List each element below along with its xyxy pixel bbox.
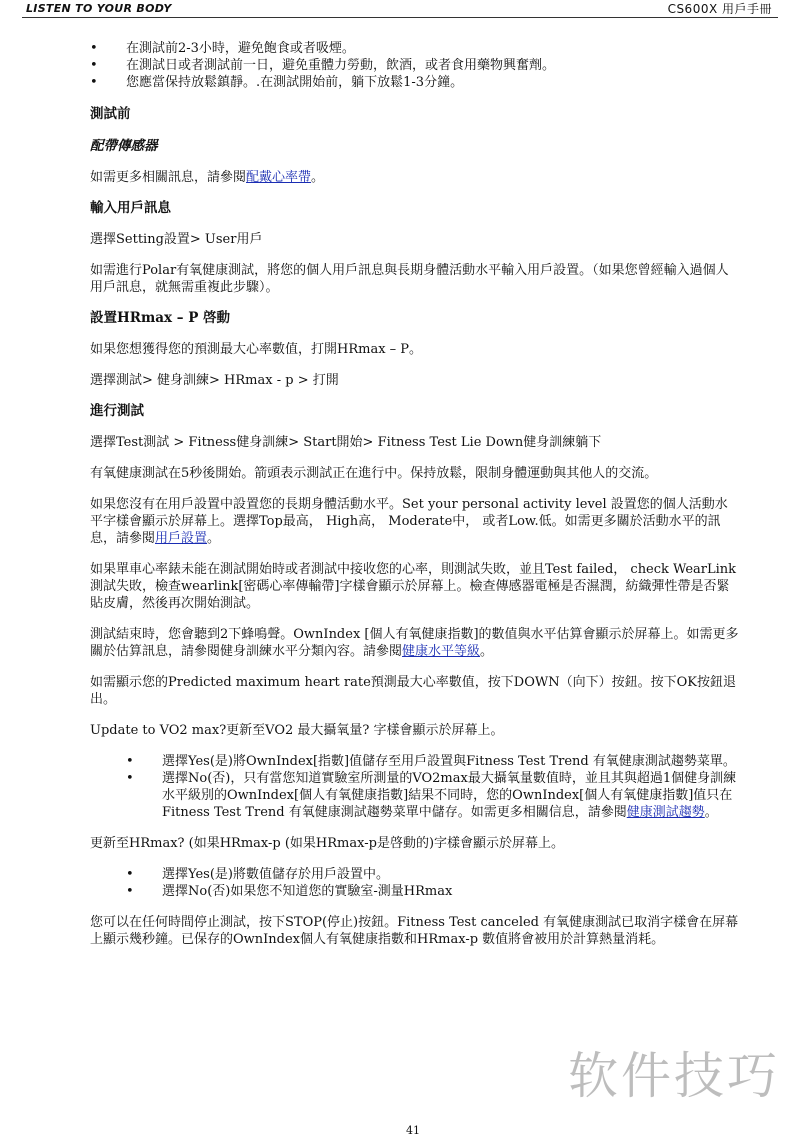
header-rule <box>22 17 778 18</box>
vo2-option-no: • 選擇No(否)，只有當您知道實驗室所測量的VO2max最大攝氧量數值時，並且其與超過1個健身訓練水平級別的OwnIndex[個人有氧健康指數]結果不同時，您的OwnIndex[個人有氧健康指數]值只在Fitness Test Trend 有氧健康測試趨勢菜單中儲存。如需更多相關信息，請參閱健康測試趨勢。 <box>90 770 740 821</box>
page-header <box>0 0 800 18</box>
brand-tagline: LISTEN TO YOUR BODY <box>26 2 172 15</box>
link-fitness-level[interactable]: 健康水平等級 <box>402 644 481 659</box>
vo2-options <box>90 753 740 821</box>
paragraph-update-hrmax: 更新至HRmax? (如果HRmax-p (如果HRmax-p是啓動的)字樣會顯示於屏幕上。 <box>90 836 565 851</box>
watermark-text: 软件技巧 <box>568 1047 780 1105</box>
paragraph-user-info: 如需進行Polar有氧健康測試，將您的個人用戶訊息與長期身體活動水平輸入用戶設置。（如果您曾經輸入過個人用戶訊息，就無需重複此步驟）。 <box>90 263 729 295</box>
paragraph-activity-level: 如果您沒有在用戶設置中設置您的長期身體活動水平。Set your personal activity level 設置您的個人活動水平字樣會顯示於屏幕上。選擇Top最高， High高， Moderate中， 或者Low.低。如需更多關於活動水平的訊息，請參閱用戶設置。 <box>90 497 728 546</box>
paragraph-predicted-hrmax: 如需顯示您的Predicted maximum heart rate預測最大心率數值，按下DOWN（向下）按鈕。按下OK按鈕退出。 <box>90 675 736 707</box>
subheading-wear-sensor: 配帶傳感器 <box>90 138 158 154</box>
vo2-option-yes: • 選擇Yes(是)將OwnIndex[指數]值儲存至用戶設置與Fitness Test Trend 有氧健康測試趨勢菜單。 <box>90 753 740 770</box>
page-content <box>90 40 740 948</box>
paragraph-hrmax-path: 選擇測試> 健身訓練> HRmax - p > 打開 <box>90 373 339 388</box>
manual-title: CS600X 用戶手冊 <box>667 2 772 16</box>
paragraph-sensor-info: 如需更多相關訊息，請參閱配戴心率帶。 <box>90 170 325 185</box>
link-wear-heart-strap[interactable]: 配戴心率帶 <box>246 170 312 185</box>
link-user-settings[interactable]: 用戶設置 <box>155 531 208 546</box>
heading-before-test: 測試前 <box>90 106 131 122</box>
paragraph-test-end: 測試結束時，您會聽到2下蜂鳴聲。OwnIndex [個人有氧健康指數]的數值與水平估算會顯示於屏幕上。如需更多關於估算訊息，請參閱健身訓練水平分類內容。請參閱健康水平等級。 <box>90 627 739 659</box>
tip-item: • 您應當保持放鬆鎮靜。.在測試開始前，躺下放鬆1-3分鐘。 <box>90 74 740 91</box>
heading-perform-test: 進行測試 <box>90 403 144 419</box>
paragraph-test-failed: 如果單車心率錶未能在測試開始時或者測試中接收您的心率，則測試失敗，並且Test failed， check WearLink測試失敗，檢查wearlink[密碼心率傳輸帶]字樣會顯示於屏幕上。檢查傳感器電極是否濕潤，紡織彈性帶是否緊貼皮膚，然後再次開始測試。 <box>90 562 737 611</box>
heading-user-info: 輸入用戶訊息 <box>90 200 171 216</box>
link-fitness-trend[interactable]: 健康測試趨勢 <box>626 805 705 820</box>
paragraph-test-path: 選擇Test測試 > Fitness健身訓練> Start開始> Fitness Test Lie Down健身訓練躺下 <box>90 435 602 450</box>
page-number: 41 <box>406 1124 420 1137</box>
paragraph-test-start: 有氧健康測試在5秒後開始。箭頭表示測試正在進行中。保持放鬆，限制身體運動與其他人的交流。 <box>90 466 658 481</box>
paragraph-hrmax-intro: 如果您想獲得您的預測最大心率數值，打開HRmax – P。 <box>90 342 423 357</box>
paragraph-settings-path: 選擇Setting設置> User用戶 <box>90 232 263 247</box>
tip-item: • 在測試日或者測試前一日，避免重體力勞動，飲酒，或者食用藥物興奮劑。 <box>90 57 740 74</box>
hrmax-options <box>90 866 740 900</box>
pre-test-tips <box>90 40 740 91</box>
tip-item: • 在測試前2-3小時，避免飽食或者吸煙。 <box>90 40 740 57</box>
paragraph-update-vo2: Update to VO2 max?更新至VO2 最大攝氧量? 字樣會顯示於屏幕上。 <box>90 723 504 738</box>
hrmax-option-yes: • 選擇Yes(是)將數值儲存於用戶設置中。 <box>90 866 740 883</box>
hrmax-option-no: • 選擇No(否)如果您不知道您的實驗室-測量HRmax <box>90 883 740 900</box>
paragraph-stop-test: 您可以在任何時間停止測試，按下STOP(停止)按鈕。Fitness Test canceled 有氧健康測試已取消字樣會在屏幕上顯示幾秒鐘。已保存的OwnIndex個人有氧健康指數和HRmax-p 數值將會被用於計算熱量消耗。 <box>90 915 739 947</box>
heading-hrmax-p: 設置HRmax – P 啓動 <box>90 310 231 326</box>
